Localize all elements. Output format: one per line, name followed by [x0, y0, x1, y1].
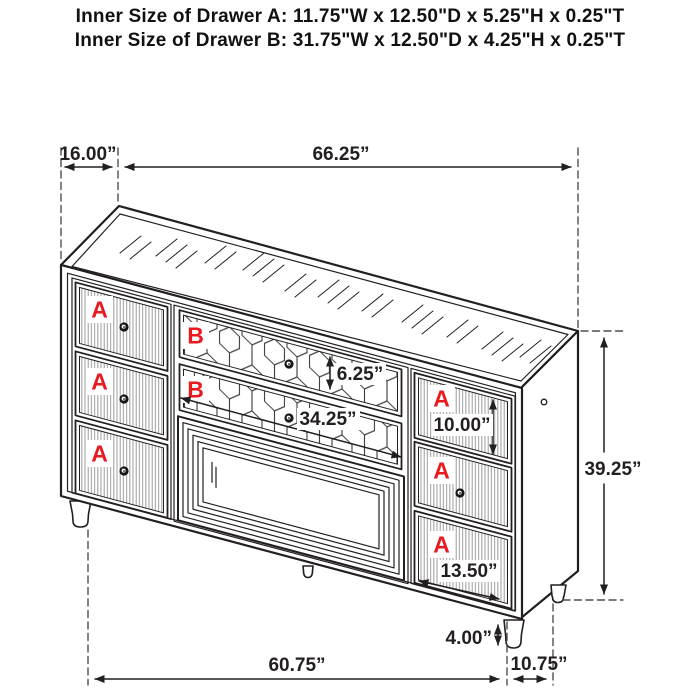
label-drawer-a-right-2: A: [433, 457, 450, 484]
leg-front-left: [70, 501, 91, 527]
dim-drawer-b-width-label: 34.25”: [299, 409, 357, 430]
label-drawer-b-2: B: [187, 376, 204, 403]
knob-a-left-2: [119, 394, 128, 403]
drawer-a-inner-size-note: Inner Size of Drawer A: 11.75"W x 12.50"D x 5.25"H x 0.25"T: [75, 6, 625, 27]
dim-height-label: 39.25”: [584, 459, 642, 480]
knob-a-right-2: [455, 488, 464, 497]
leg-front-middle: [303, 566, 313, 578]
knob-b-1: [284, 359, 293, 368]
label-drawer-a-left-1: A: [91, 296, 108, 323]
dim-drawer-a-width-label: 13.50”: [440, 561, 498, 582]
label-drawer-a-left-3: A: [91, 440, 108, 467]
knob-a-left-3: [119, 466, 128, 475]
label-drawer-a-right-1: A: [433, 385, 450, 412]
dim-drawer-a-height-label: 10.00”: [433, 415, 491, 436]
drawer-b-inner-size-note: Inner Size of Drawer B: 31.75"W x 12.50"D x 4.25"H x 0.25"T: [74, 30, 626, 51]
label-drawer-b-1: B: [187, 322, 204, 349]
dim-top-width-label: 66.25”: [312, 144, 370, 165]
dim-top-depth-label: 16.00”: [59, 144, 117, 165]
label-drawer-a-right-3: A: [433, 531, 450, 558]
dim-leg-height-label: 4.00”: [445, 628, 492, 649]
knob-a-left-1: [119, 322, 128, 331]
knob-b-2: [284, 413, 293, 422]
dim-base-width-label: 60.75”: [268, 655, 326, 676]
dim-base-depth-label: 10.75”: [510, 654, 568, 675]
label-drawer-a-left-2: A: [91, 368, 108, 395]
dim-drawer-b-height-label: 6.25”: [336, 364, 384, 385]
